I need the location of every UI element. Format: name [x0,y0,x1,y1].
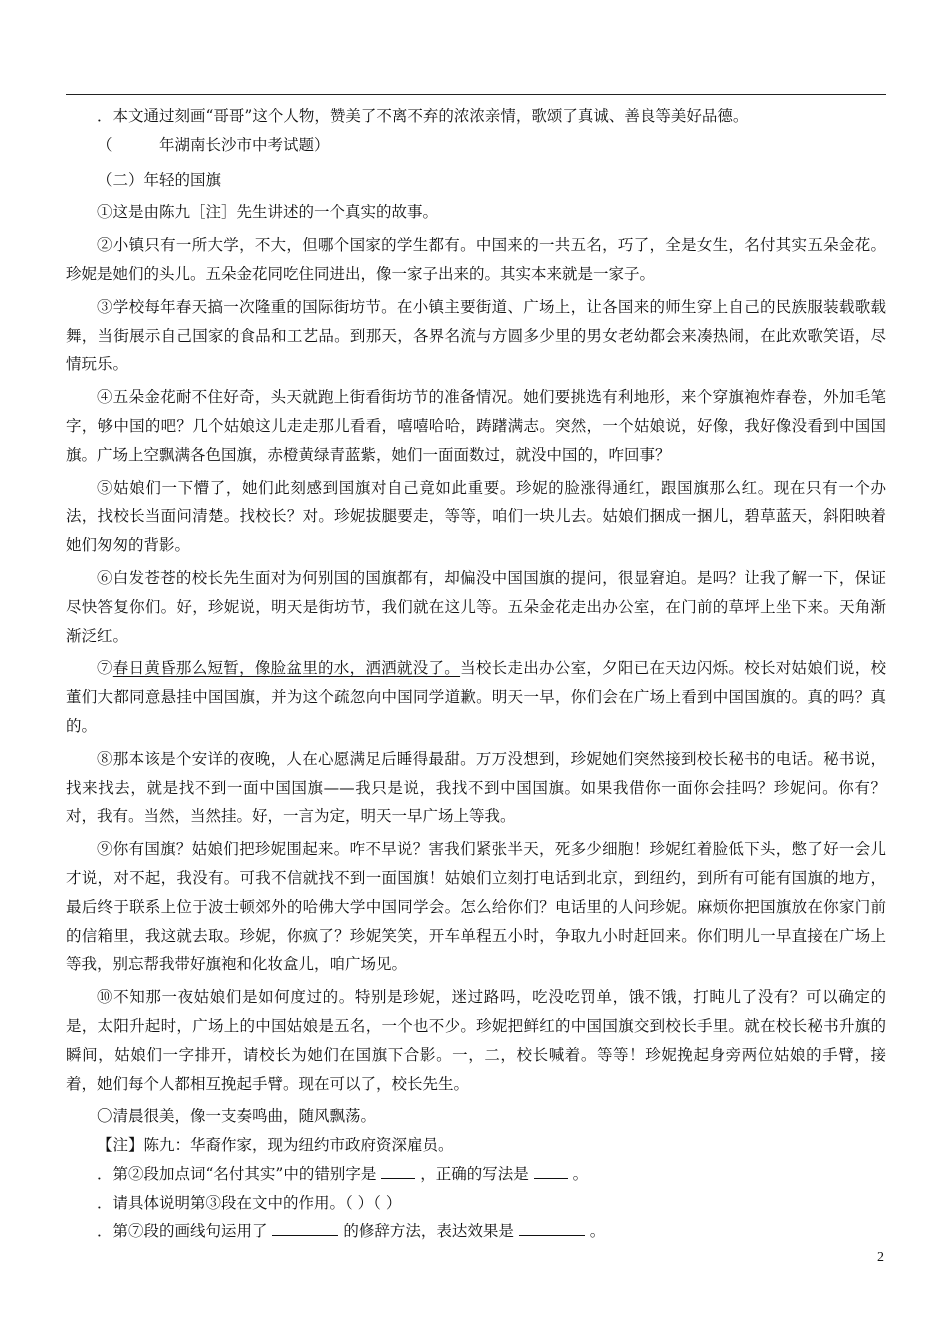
paragraph-7 [66,654,886,740]
header-rule [66,94,886,95]
paragraph-6: ⑥白发苍苍的校长先生面对为何别国的国旗都有，却偏没中国国旗的提问，很显窘迫。是吗？让我了解一下，保证尽快答复你们。好，珍妮说，明天是街坊节，我们就在这儿等。五朵金花走出办公室，在门前的草坪上坐下来。天角渐渐泛红。 [66,568,886,645]
paragraph-5: ⑤姑娘们一下懵了，她们此刻感到国旗对自己竟如此重要。珍妮的脸涨得通红，跟国旗那么红。现在只有一个办法，找校长当面问清楚。找校长？对。珍妮拔腿要走，等等，咱们一块儿去。姑娘们捆成一捆儿，碧草蓝天，斜阳映着她们匆匆的背影。 [66,478,886,555]
paragraph-9: ⑨你有国旗？姑娘们把珍妮围起来。咋不早说？害我们紧张半天，死多少细胞！珍妮红着脸低下头，憋了好一会儿才说，对不起，我没有。可我不信就找不到一面国旗！姑娘们立刻打电话到北京，到纽约，到所有可能有国旗的地方，最后终于联系上位于波士顿郊外的哈佛大学中国同学会。怎么给你们？电话里的人问珍妮。麻烦你把国旗放在你家门前的信箱里，我这就去取。珍妮，你疯了？珍妮笑笑，开车单程五小时，争取九小时赶回来。你们明儿一早直接在广场上等我，别忘帮我带好旗袍和化妆盒儿，咱广场见。 [66,840,886,974]
underlined-sentence: 春日黄昏那么短暂，像脸盆里的水，洒洒就没了。 [112,659,461,678]
paragraph-7-rest: 当校长走出办公室，夕阳已在天边闪烁。校长对姑娘们说，校董们大都同意悬挂中国国旗，并为这个疏忽向中国同学道歉。明天一早，你们会在广场上看到中国国旗的。真的吗？真的。 [66,659,886,735]
answer-blank-correct-char[interactable] [534,1160,568,1179]
paragraph-3: ③学校每年春天搞一次隆重的国际街坊节。在小镇主要街道、广场上，让各国来的师生穿上自己的民族服装载歌载舞，当街展示自己国家的食品和工艺品。到那天，各界名流与方圆多少里的男女老幼都会来凑热闹，在此欢歌笑语，尽情玩乐。 [66,297,886,374]
exam-source: （ 年湖南长沙市中考试题） [97,135,330,154]
paragraph-10: ⑩不知那一夜姑娘们是如何度过的。特别是珍妮，迷过路吗，吃没吃罚单，饿不饿，打盹儿了没有？可以确定的是，太阳升起时，广场上的中国姑娘是五名，一个也不少。珍妮把鲜红的中国国旗交到校长手里。就在校长秘书升旗的瞬间，姑娘们一字排开，请校长为她们在国旗下合影。一，二，校长喊着。等等！珍妮挽起身旁两位姑娘的手臂，接着，她们每个人都相互挽起手臂。现在可以了，校长先生。 [66,988,886,1093]
answer-blank-rhetoric[interactable] [272,1217,338,1236]
paragraph-1: ①这是由陈九［注］先生讲述的一个真实的故事。 [97,203,439,222]
paragraph-2: ②小镇只有一所大学，不大，但哪个国家的学生都有。中国来的一共五名，巧了，全是女生，名付其实五朵金花。珍妮是她们的头儿。五朵金花同吃住同进出，像一家子出来的。其实本来就是一家子。 [66,236,886,283]
intro-statement: ．本文通过刻画“哥哥”这个人物，赞美了不离不弃的浓浓亲情，歌颂了真诚、善良等美好品德。 [97,107,749,125]
author-note: 【注】陈九：华裔作家，现为纽约市政府资深雇员。 [97,1136,454,1155]
paragraph-8: ⑧那本该是个安详的夜晚，人在心愿满足后睡得最甜。万万没想到，珍妮她们突然接到校长秘书的电话。秘书说，找来找去，就是找不到一面中国国旗——我只是说，我找不到中国国旗。如果我借你一面你会挂吗？珍妮问。你有？对，我有。当然，当然挂。好，一言为定，明天一早广场上等我。 [66,749,886,826]
question-2: ．请具体说明第③段在文中的作用。（ ）（ ） [97,1193,402,1212]
question-1: ．第②段加点词“名付其实”中的错别字是 ，正确的写法是 。 [66,1160,886,1189]
answer-blank-wrong-char[interactable] [381,1160,415,1179]
question-3: ．第⑦段的画线句运用了 的修辞方法，表达效果是 。 [66,1217,886,1246]
section-title: （二）年轻的国旗 [97,170,222,189]
paragraph-7-number: ⑦ [97,659,113,678]
paragraph-4: ④五朵金花耐不住好奇，头天就跑上街看街坊节的准备情况。她们要挑选有利地形，来个穿旗袍炸春卷，外加毛笔字，够中国的吧？几个姑娘这儿走走那儿看看，嘻嘻哈哈，踌躇满志。突然，一个姑娘说，好像，我好像没看到中国国旗。广场上空飘满各色国旗，赤橙黄绿青蓝紫，她们一面面数过，就没中国的，咋回事？ [66,388,886,464]
answer-blank-effect[interactable] [519,1217,585,1236]
document-body [66,102,886,1246]
page-number: 2 [877,1250,884,1265]
paragraph-11: 〇清晨很美，像一支奏鸣曲，随风飘荡。 [97,1107,377,1126]
